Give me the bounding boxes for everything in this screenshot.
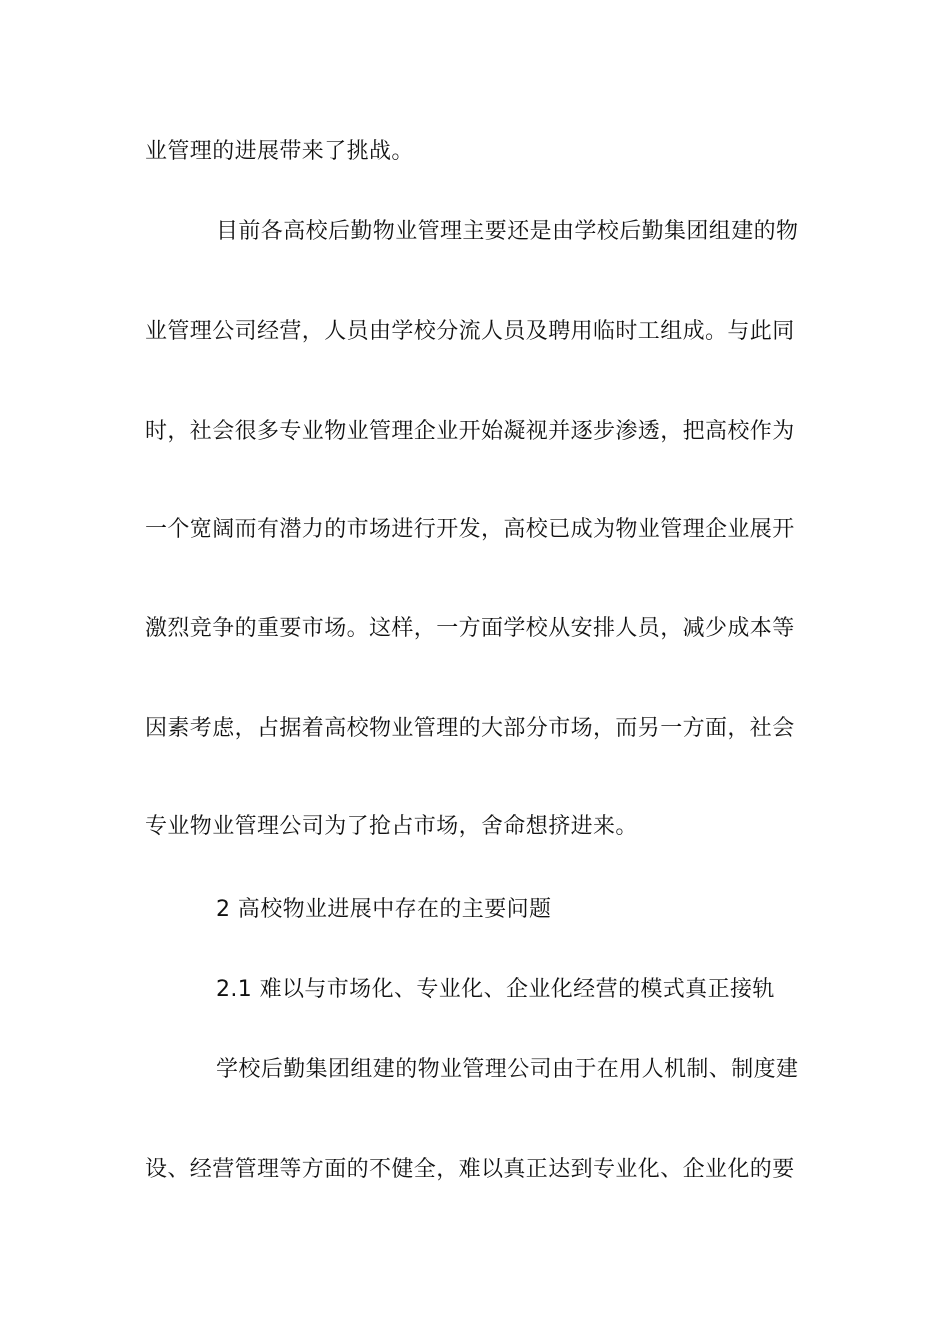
paragraph-line: 激烈竞争的重要市场。这样，一方面学校从安排人员，减少成本等: [145, 616, 795, 641]
paragraph-line: 设、经营管理等方面的不健全，难以真正达到专业化、企业化的要: [145, 1157, 795, 1182]
subsection-heading: 2.1 难以与市场化、专业化、企业化经营的模式真正接轨: [216, 977, 775, 1002]
paragraph-line: 专业物业管理公司为了抢占市场，舍命想挤进来。: [145, 814, 638, 839]
paragraph-line: 一个宽阔而有潜力的市场进行开发，高校已成为物业管理企业展开: [145, 517, 795, 542]
paragraph-line: 业管理的进展带来了挑战。: [145, 139, 414, 164]
paragraph-line: 时，社会很多专业物业管理企业开始凝视并逐步渗透，把高校作为: [145, 419, 795, 444]
paragraph-line: 因素考虑，占据着高校物业管理的大部分市场，而另一方面，社会: [145, 716, 795, 741]
section-heading: 2 高校物业进展中存在的主要问题: [216, 897, 552, 922]
paragraph-line: 学校后勤集团组建的物业管理公司由于在用人机制、制度建: [216, 1057, 799, 1082]
paragraph-line: 业管理公司经营，人员由学校分流人员及聘用临时工组成。与此同: [145, 319, 795, 344]
paragraph-line: 目前各高校后勤物业管理主要还是由学校后勤集团组建的物: [216, 219, 799, 244]
